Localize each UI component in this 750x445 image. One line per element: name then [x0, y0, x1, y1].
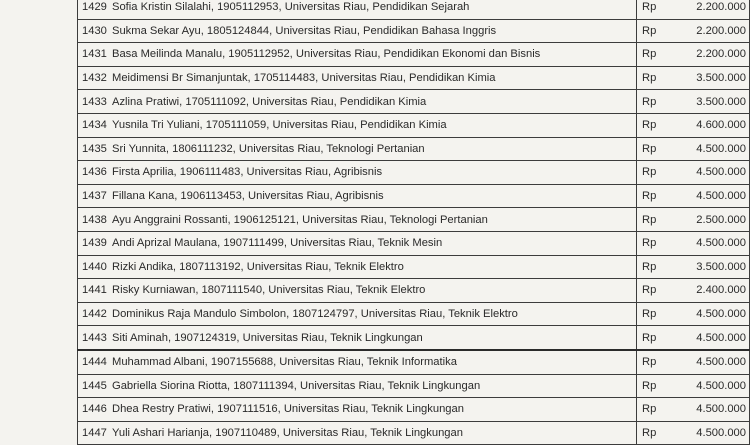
- amount-value: 2.200.000: [696, 48, 747, 61]
- amount-value: 4.500.000: [696, 379, 747, 392]
- recipient-cell: [78, 66, 637, 90]
- recipient-cell: [78, 350, 637, 374]
- table-row: [78, 350, 750, 374]
- amount-cell: [637, 90, 750, 114]
- row-number: 1431: [82, 48, 107, 61]
- currency-label: Rp: [642, 1, 657, 14]
- table-row: [78, 137, 750, 161]
- amount-cell: [637, 43, 750, 67]
- recipient-description: Sri Yunnita, 1806111232, Universitas Riau, Teknologi Pertanian: [112, 142, 425, 155]
- recipient-cell: [78, 184, 637, 208]
- row-number: 1437: [82, 190, 107, 203]
- recipient-description: Fillana Kana, 1906113453, Universitas Riau, Agribisnis: [112, 190, 384, 203]
- table-row: [78, 374, 750, 398]
- currency-label: Rp: [642, 379, 657, 392]
- table-row: [78, 161, 750, 185]
- amount-cell: [637, 302, 750, 326]
- recipient-description: Meidimensi Br Simanjuntak, 1705114483, Universitas Riau, Pendidikan Kimia: [112, 72, 496, 85]
- row-number: 1432: [82, 72, 107, 85]
- currency-label: Rp: [642, 119, 657, 132]
- recipient-cell: [78, 208, 637, 232]
- table-row: [78, 19, 750, 43]
- amount-cell: [637, 0, 750, 19]
- recipient-cell: [78, 398, 637, 422]
- currency-label: Rp: [642, 237, 657, 250]
- amount-value: 4.500.000: [696, 166, 747, 179]
- table-row: [78, 90, 750, 114]
- amount-cell: [637, 398, 750, 422]
- amount-cell: [637, 19, 750, 43]
- currency-label: Rp: [642, 190, 657, 203]
- recipient-cell: [78, 0, 637, 19]
- amount-cell: [637, 184, 750, 208]
- row-number: 1434: [82, 119, 107, 132]
- recipient-description: Basa Meilinda Manalu, 1905112952, Universitas Riau, Pendidikan Ekonomi dan Bisnis: [112, 48, 541, 61]
- currency-label: Rp: [642, 24, 657, 37]
- recipient-description: Andi Aprizal Maulana, 1907111499, Universitas Riau, Teknik Mesin: [112, 237, 443, 250]
- recipient-cell: [78, 421, 637, 445]
- recipient-description: Rizki Andika, 1807113192, Universitas Riau, Teknik Elektro: [112, 260, 404, 273]
- table-row: [78, 255, 750, 279]
- row-number: 1447: [82, 426, 107, 439]
- recipient-cell: [78, 374, 637, 398]
- row-number: 1445: [82, 379, 107, 392]
- table-row: [78, 43, 750, 67]
- row-number: 1436: [82, 166, 107, 179]
- currency-label: Rp: [642, 426, 657, 439]
- recipient-description: Yusnila Tri Yuliani, 1705111059, Universitas Riau, Pendidikan Kimia: [112, 119, 447, 132]
- currency-label: Rp: [642, 213, 657, 226]
- recipient-table: [77, 0, 750, 445]
- amount-cell: [637, 137, 750, 161]
- recipient-description: Ayu Anggraini Rossanti, 1906125121, Universitas Riau, Teknologi Pertanian: [112, 213, 488, 226]
- recipient-cell: [78, 90, 637, 114]
- recipient-description: Gabriella Siorina Riotta, 1807111394, Universitas Riau, Teknik Lingkungan: [112, 379, 481, 392]
- currency-label: Rp: [642, 308, 657, 321]
- table-row: [78, 208, 750, 232]
- row-number: 1433: [82, 95, 107, 108]
- row-number: 1435: [82, 142, 107, 155]
- recipient-table-body: [78, 0, 750, 445]
- currency-label: Rp: [642, 95, 657, 108]
- table-row: [78, 113, 750, 137]
- recipient-description: Sukma Sekar Ayu, 1805124844, Universitas Riau, Pendidikan Bahasa Inggris: [112, 24, 497, 37]
- recipient-description: Sofia Kristin Silalahi, 1905112953, Universitas Riau, Pendidikan Sejarah: [112, 1, 470, 14]
- amount-value: 2.400.000: [696, 284, 747, 297]
- recipient-cell: [78, 113, 637, 137]
- recipient-cell: [78, 43, 637, 67]
- amount-value: 3.500.000: [696, 260, 747, 273]
- table-row: [78, 231, 750, 255]
- amount-value: 4.500.000: [696, 403, 747, 416]
- recipient-description: Risky Kurniawan, 1807111540, Universitas Riau, Teknik Elektro: [112, 284, 426, 297]
- amount-value: 2.200.000: [696, 1, 747, 14]
- currency-label: Rp: [642, 260, 657, 273]
- amount-value: 2.200.000: [696, 24, 747, 37]
- row-number: 1441: [82, 284, 107, 297]
- row-number: 1442: [82, 308, 107, 321]
- recipient-description: Dominikus Raja Mandulo Simbolon, 1807124797, Universitas Riau, Teknik Elektro: [112, 308, 518, 321]
- amount-cell: [637, 326, 750, 350]
- table-row: [78, 421, 750, 445]
- row-number: 1444: [82, 356, 107, 369]
- amount-cell: [637, 208, 750, 232]
- row-number: 1438: [82, 213, 107, 226]
- row-number: 1439: [82, 237, 107, 250]
- currency-label: Rp: [642, 356, 657, 369]
- table-row: [78, 326, 750, 350]
- recipient-cell: [78, 302, 637, 326]
- recipient-description: Muhammad Albani, 1907155688, Universitas Riau, Teknik Informatika: [112, 356, 457, 369]
- table-row: [78, 184, 750, 208]
- table-row: [78, 302, 750, 326]
- recipient-cell: [78, 161, 637, 185]
- recipient-description: Siti Aminah, 1907124319, Universitas Riau, Teknik Lingkungan: [112, 331, 423, 344]
- recipient-cell: [78, 19, 637, 43]
- amount-cell: [637, 421, 750, 445]
- amount-cell: [637, 66, 750, 90]
- table-row: [78, 66, 750, 90]
- recipient-cell: [78, 326, 637, 350]
- recipient-description: Azlina Pratiwi, 1705111092, Universitas Riau, Pendidikan Kimia: [112, 95, 427, 108]
- recipient-cell: [78, 137, 637, 161]
- amount-cell: [637, 279, 750, 303]
- recipient-cell: [78, 279, 637, 303]
- currency-label: Rp: [642, 48, 657, 61]
- row-number: 1440: [82, 260, 107, 273]
- amount-value: 4.500.000: [696, 237, 747, 250]
- recipient-cell: [78, 231, 637, 255]
- amount-value: 4.600.000: [696, 119, 747, 132]
- currency-label: Rp: [642, 284, 657, 297]
- row-number: 1429: [82, 1, 107, 14]
- amount-value: 4.500.000: [696, 426, 747, 439]
- amount-cell: [637, 350, 750, 374]
- amount-cell: [637, 231, 750, 255]
- currency-label: Rp: [642, 403, 657, 416]
- row-number: 1443: [82, 331, 107, 344]
- amount-cell: [637, 161, 750, 185]
- amount-cell: [637, 374, 750, 398]
- amount-value: 2.500.000: [696, 213, 747, 226]
- table-row: [78, 398, 750, 422]
- recipient-description: Dhea Restry Pratiwi, 1907111516, Universitas Riau, Teknik Lingkungan: [112, 403, 464, 416]
- currency-label: Rp: [642, 72, 657, 85]
- recipient-description: Firsta Aprilia, 1906111483, Universitas Riau, Agribisnis: [112, 166, 383, 179]
- amount-value: 4.500.000: [696, 331, 747, 344]
- currency-label: Rp: [642, 142, 657, 155]
- amount-cell: [637, 113, 750, 137]
- amount-value: 4.500.000: [696, 190, 747, 203]
- row-number: 1430: [82, 24, 107, 37]
- amount-value: 3.500.000: [696, 72, 747, 85]
- amount-value: 3.500.000: [696, 95, 747, 108]
- row-number: 1446: [82, 403, 107, 416]
- recipient-description: Yuli Ashari Harianja, 1907110489, Universitas Riau, Teknik Lingkungan: [112, 426, 463, 439]
- table-row: [78, 279, 750, 303]
- amount-cell: [637, 255, 750, 279]
- recipient-cell: [78, 255, 637, 279]
- amount-value: 4.500.000: [696, 142, 747, 155]
- amount-value: 4.500.000: [696, 356, 747, 369]
- amount-value: 4.500.000: [696, 308, 747, 321]
- currency-label: Rp: [642, 331, 657, 344]
- currency-label: Rp: [642, 166, 657, 179]
- table-row: [78, 0, 750, 19]
